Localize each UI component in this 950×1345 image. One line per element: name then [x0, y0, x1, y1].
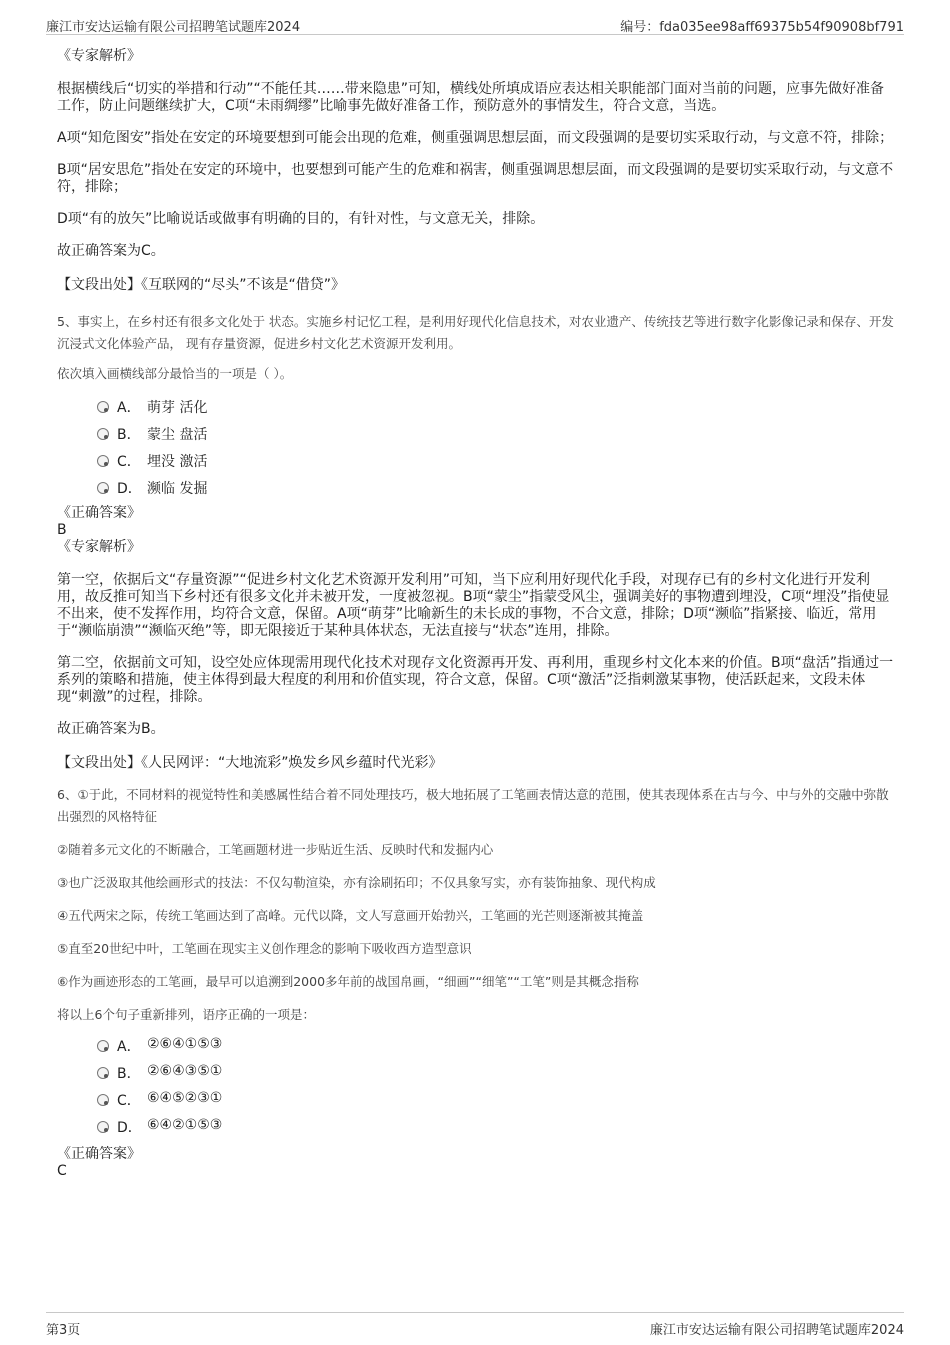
q6-prompt: 将以上6个句子重新排列，语序正确的一项是：	[57, 1007, 315, 1022]
q5-options	[57, 395, 897, 503]
q6-option-c[interactable]: C． ⑥④⑤②③①	[57, 1088, 897, 1115]
page-number: 第3页	[46, 1323, 81, 1338]
q4-analysis-paragraph: D项“有的放矢”比喻说话或做事有明确的目的，有针对性，与文意无关，排除。	[57, 211, 545, 227]
q5-answer-title: 《正确答案》	[57, 505, 141, 521]
page-content	[57, 44, 897, 1180]
q4-analysis-paragraph: B项“居安思危”指处在安定的环境中，也要想到可能产生的危难和祸害，侧重强调思想层面，而文段强调的是要切实采取行动，与文意不符，排除；	[57, 162, 894, 195]
page-footer	[46, 1312, 904, 1339]
radio-button-icon[interactable]	[97, 1094, 109, 1106]
footer-title: 廉江市安达运输有限公司招聘笔试题库2024	[649, 1323, 904, 1338]
q5-analysis-paragraph: 第二空，依据前文可知，设空处应体现需用现代化技术对现存文化资源再开发、再利用，重现乡村文化本来的价值。B项“盘活”指通过一系列的策略和措施，使主体得到最大程度的利用和价值实现，符合文意，保留。C项“激活”泛指刺激某事物，使活跃起来，文段未体现“刺激”的过程，排除。	[57, 655, 894, 705]
header-title: 廉江市安达运输有限公司招聘笔试题库2024	[46, 20, 301, 35]
q4-expert-title: 《专家解析》	[57, 48, 141, 64]
q6-sentence: ⑤直至20世纪中叶，工笔画在现实主义创作理念的影响下吸收西方造型意识	[57, 941, 472, 956]
radio-button-icon[interactable]	[97, 428, 109, 440]
q5-option-b[interactable]: B． 蒙尘 盘活	[57, 422, 897, 449]
radio-button-icon[interactable]	[97, 1040, 109, 1052]
q4-source: 【文段出处】《互联网的“尽头”不该是“借贷”》	[57, 277, 346, 293]
q4-analysis-paragraph: A项“知危图安”指处在安定的环境要想到可能会出现的危难，侧重强调思想层面，而文段强调的是要切实采取行动，与文意不符，排除；	[57, 130, 894, 146]
q5-stem: 5、事实上，在乡村还有很多文化处于 状态。实施乡村记忆工程，是利用好现代化信息技术，对农业遗产、传统技艺等进行数字化影像记录和保存、开发沉浸式文化体验产品， 现有存量资源，促进乡村文化艺术资源开发利用。	[57, 314, 894, 351]
radio-button-icon[interactable]	[97, 1121, 109, 1133]
q5-option-d[interactable]: D． 濒临 发掘	[57, 476, 897, 503]
header-doc-number: 编号：fda035ee98aff69375b54f90908bf791	[620, 20, 904, 35]
q6-sentence: ③也广泛汲取其他绘画形式的技法：不仅勾勒渲染，亦有涂刷拓印；不仅具象写实，亦有装饰抽象、现代构成	[57, 875, 656, 890]
q4-conclusion: 故正确答案为C。	[57, 243, 165, 259]
radio-button-icon[interactable]	[97, 401, 109, 413]
q6-answer-title: 《正确答案》	[57, 1146, 141, 1162]
radio-button-icon[interactable]	[97, 455, 109, 467]
page-header	[46, 12, 904, 35]
q5-analysis-paragraph: 第一空，依据后文“存量资源”“促进乡村文化艺术资源开发利用”可知，当下应利用好现代化手段，对现存已有的乡村文化进行开发利用，故反推可知当下乡村还有很多文化并未被开发，一度被忽视。B项“蒙尘”指蒙受风尘，强调美好的事物遭到埋没，C项“埋没”指使显不出来，使不发挥作用，均符合文意，保留。A项“萌芽”比喻新生的未长成的事物，不合文意，排除；D项“濒临”指紧接、临近，常用于“濒临崩溃”“濒临灭绝”等，即无限接近于某种具体状态，无法直接与“状态”连用，排除。	[57, 572, 890, 639]
q5-option-c[interactable]: C． 埋没 激活	[57, 449, 897, 476]
q5-option-a[interactable]: A． 萌芽 活化	[57, 395, 897, 422]
q6-sentence: ⑥作为画迹形态的工笔画，最早可以追溯到2000多年前的战国帛画，“细画”“细笔”“工笔”则是其概念指称	[57, 974, 639, 989]
radio-button-icon[interactable]	[97, 1067, 109, 1079]
q6-sentence: ②随着多元文化的不断融合，工笔画题材进一步贴近生活、反映时代和发掘内心	[57, 842, 494, 857]
q5-prompt: 依次填入画横线部分最恰当的一项是（ ）。	[57, 366, 293, 381]
q6-option-b[interactable]: B． ②⑥④③⑤①	[57, 1061, 897, 1088]
q6-sentence: ④五代两宋之际，传统工笔画达到了高峰。元代以降，文人写意画开始勃兴，工笔画的光芒则逐渐被其掩盖	[57, 908, 644, 923]
q6-answer: C	[57, 1163, 67, 1179]
q6-options	[57, 1034, 897, 1142]
q6-option-a[interactable]: A． ②⑥④①⑤③	[57, 1034, 897, 1061]
q5-source: 【文段出处】《人民网评：“大地流彩”焕发乡风乡蕴时代光彩》	[57, 755, 443, 771]
radio-button-icon[interactable]	[97, 482, 109, 494]
q5-answer: B	[57, 522, 67, 538]
q6-sentence: 6、①于此，不同材料的视觉特性和美感属性结合着不同处理技巧，极大地拓展了工笔画表情达意的范围，使其表现体系在古与今、中与外的交融中弥散出强烈的风格特征	[57, 787, 889, 824]
q4-analysis-paragraph: 根据横线后“切实的举措和行动”“不能任其……带来隐患”可知，横线处所填成语应表达相关职能部门面对当前的问题，应事先做好准备工作，防止问题继续扩大，C项“未雨绸缪”比喻事先做好准备工作，预防意外的事情发生，符合文意，当选。	[57, 81, 885, 114]
q5-expert-title: 《专家解析》	[57, 539, 141, 555]
q5-conclusion: 故正确答案为B。	[57, 721, 165, 737]
q6-option-d[interactable]: D． ⑥④②①⑤③	[57, 1115, 897, 1142]
